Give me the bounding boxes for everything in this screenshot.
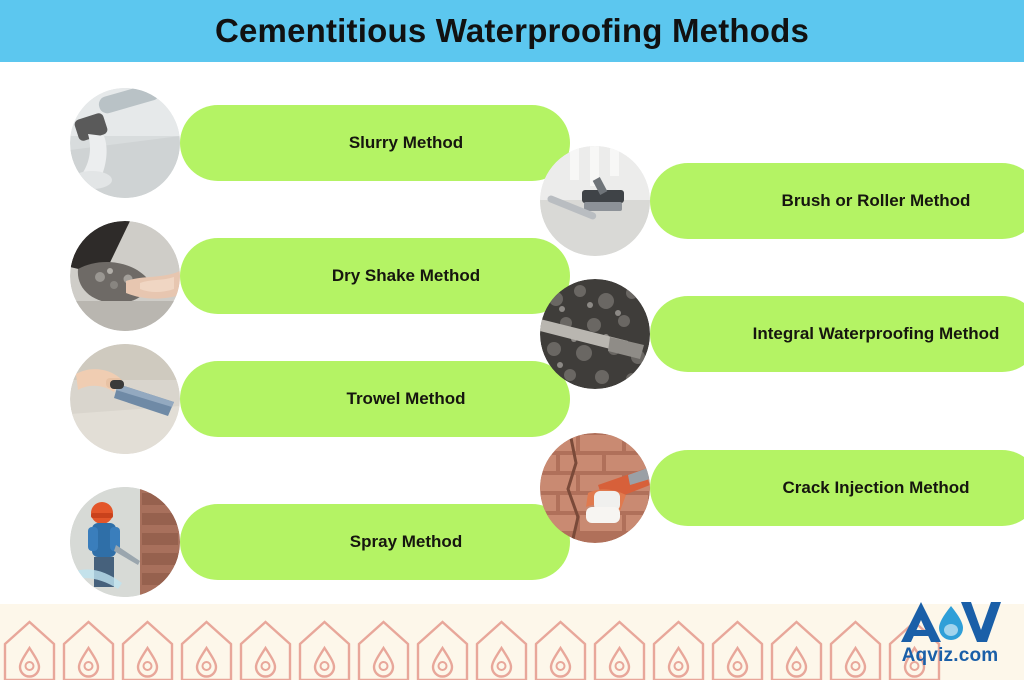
list-item[interactable] bbox=[540, 146, 1010, 256]
method-label: Dry Shake Method bbox=[331, 265, 481, 285]
list-item[interactable] bbox=[70, 221, 510, 331]
method-pill[interactable] bbox=[180, 361, 570, 437]
dry-shake-powder-photo bbox=[70, 221, 180, 331]
brand-logo bbox=[890, 596, 1010, 674]
house-icon bbox=[354, 614, 413, 680]
crack-injection-photo bbox=[540, 433, 650, 543]
method-pill[interactable] bbox=[180, 238, 570, 314]
method-label: Integral Waterproofing Method bbox=[752, 323, 1000, 343]
house-icon bbox=[59, 614, 118, 680]
house-icon bbox=[295, 614, 354, 680]
method-pill[interactable] bbox=[650, 163, 1024, 239]
house-icon bbox=[708, 614, 767, 680]
house-icon bbox=[236, 614, 295, 680]
house-pattern bbox=[0, 604, 1024, 680]
method-pill[interactable] bbox=[180, 105, 570, 181]
slurry-application-photo bbox=[70, 88, 180, 198]
house-icon bbox=[590, 614, 649, 680]
house-icon bbox=[649, 614, 708, 680]
list-item[interactable] bbox=[70, 344, 510, 454]
page-title: Cementitious Waterproofing Methods bbox=[214, 12, 810, 49]
house-icon bbox=[531, 614, 590, 680]
page-header bbox=[0, 0, 1024, 62]
list-item[interactable] bbox=[70, 88, 510, 198]
house-icon bbox=[826, 614, 885, 680]
list-item[interactable] bbox=[70, 487, 510, 597]
trowel-application-photo bbox=[70, 344, 180, 454]
list-item[interactable] bbox=[540, 279, 1010, 389]
methods-diagram bbox=[0, 62, 1024, 604]
house-icon bbox=[118, 614, 177, 680]
aqviz-water-drop-logo bbox=[890, 596, 1010, 646]
method-label: Spray Method bbox=[349, 531, 463, 551]
method-pill[interactable] bbox=[650, 296, 1024, 372]
brand-name: Aqviz.com bbox=[901, 645, 999, 666]
house-icon bbox=[177, 614, 236, 680]
method-pill[interactable] bbox=[180, 504, 570, 580]
method-label: Brush or Roller Method bbox=[781, 190, 971, 210]
house-icon bbox=[413, 614, 472, 680]
spray-application-photo bbox=[70, 487, 180, 597]
house-icon bbox=[472, 614, 531, 680]
footer-decoration bbox=[0, 604, 1024, 680]
method-pill[interactable] bbox=[650, 450, 1024, 526]
method-label: Trowel Method bbox=[346, 388, 466, 408]
list-item[interactable] bbox=[540, 433, 1010, 543]
method-label: Crack Injection Method bbox=[782, 477, 970, 497]
house-icon bbox=[0, 614, 59, 680]
house-icon bbox=[767, 614, 826, 680]
integral-mix-photo bbox=[540, 279, 650, 389]
brush-roller-photo bbox=[540, 146, 650, 256]
method-label: Slurry Method bbox=[348, 132, 464, 152]
